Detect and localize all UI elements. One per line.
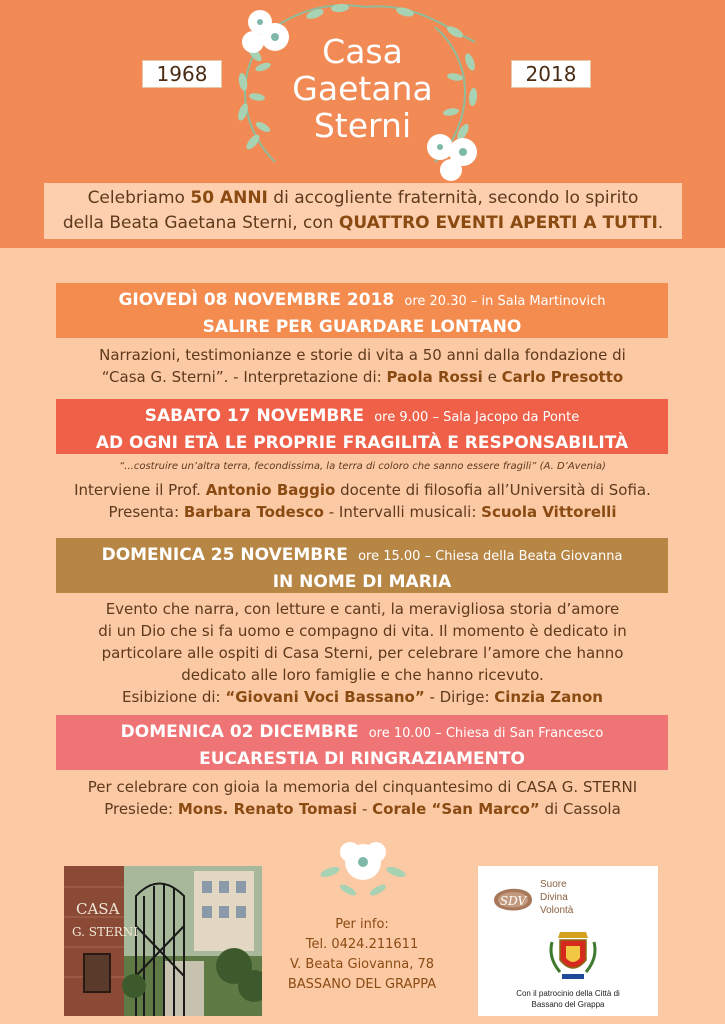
casa-sterni-photo [64,866,262,1016]
event-3-info: ore 15.00 – Chiesa della Beata Giovanna [358,549,623,564]
event-1-title: SALIRE PER GUARDARE LONTANO [202,317,522,337]
event-2-description: “...costruire un’altra terra, fecondissima, la terra di coloro che sanno essere fragili” (A. D’Avenia) Interviene il Prof. Antonio Baggio docente di filosofia all’Università di Sofia. Presenta: Barbara Todesco - Intervalli musicali: Scuola Vittorelli [30,459,695,523]
event-3-title: IN NOME DI MARIA [272,572,452,592]
sponsor-box [478,866,658,1016]
event-2-info: ore 9.00 – Sala Jacopo da Ponte [374,410,580,425]
event-4-description: Per celebrare con gioia la memoria del cinquantesimo di CASA G. STERNI Presiede: Mons. Renato Tomasi - Corale “San Marco” di Cassola [87,778,638,818]
title-line-3: Sterni [313,106,412,145]
event-3-day: DOMENICA 25 NOVEMBRE [101,545,348,565]
event-4-title: EUCARESTIA DI RINGRAZIAMENTO [199,749,525,769]
event-4-info: ore 10.00 – Chiesa di San Francesco [368,726,604,741]
flower-icon [318,832,408,897]
contact-city: BASSANO DEL GRAPPA [287,977,437,992]
title-line-2: Gaetana [292,69,433,108]
header-banner [0,0,725,248]
event-3-header [56,538,668,593]
patronage-text: Con il patrocinio della Città di Bassano del Grappa [516,989,620,1009]
contact-address: V. Beata Giovanna, 78 [289,957,435,972]
event-1-day: GIOVEDÌ 08 NOVEMBRE 2018 [118,290,395,310]
photo-sign-text-2: G. STERNI [72,925,139,939]
contact-phone: Tel. 0424.211611 [305,937,419,952]
event-4-header [56,715,668,770]
event-2-title: AD OGNI ETÀ LE PROPRIE FRAGILITÀ E RESPONSABILITÀ [95,433,629,453]
event-1-info: ore 20.30 – in Sala Martinovich [404,294,606,309]
sdv-name: Suore Divina Volontà [540,879,574,916]
intro-text: Celebriamo 50 ANNI di accogliente fraternità, secondo lo spirito della Beata Gaetana Sterni, con QUATTRO EVENTI APERTI A TUTTI. [44,183,682,239]
year-end-badge: 2018 [511,60,591,88]
event-2-quote: “...costruire un’altra terra, fecondissima, la terra di coloro che sanno essere fragili” (A. D’Avenia) [119,461,606,472]
event-1-header [56,283,668,338]
contact-label: Per info: [335,917,389,932]
event-3-description: Evento che narra, con letture e canti, la meravigliosa storia d’amore di un Dio che si fa uomo e compagno di vita. Il momento è dedicato in particolare alle ospiti di Casa Sterni, per celebrare l’amore che hanno dedicato alle loro famiglie e che hanno ricevuto. Esibizione di: “Giovani Voci Bassano” - Dirige: Cinzia Zanon [98,600,627,706]
title-line-1: Casa [322,32,403,71]
year-start-badge: 1968 [142,60,222,88]
sdv-logo-letters: SDV [499,894,527,908]
event-2-day: SABATO 17 NOVEMBRE [144,406,365,426]
event-2-header [56,399,668,454]
photo-sign-text-1: CASA [76,900,120,918]
coat-of-arms-icon [546,926,600,982]
event-1-description: Narrazioni, testimonianze e storie di vita a 50 anni dalla fondazione di “Casa G. Sterni”. - Interpretazione di: Paola Rossi e Carlo Presotto [99,346,626,386]
sdv-logo-icon [488,880,538,920]
contact-info [262,915,462,995]
event-4-day: DOMENICA 02 DICEMBRE [120,722,359,742]
